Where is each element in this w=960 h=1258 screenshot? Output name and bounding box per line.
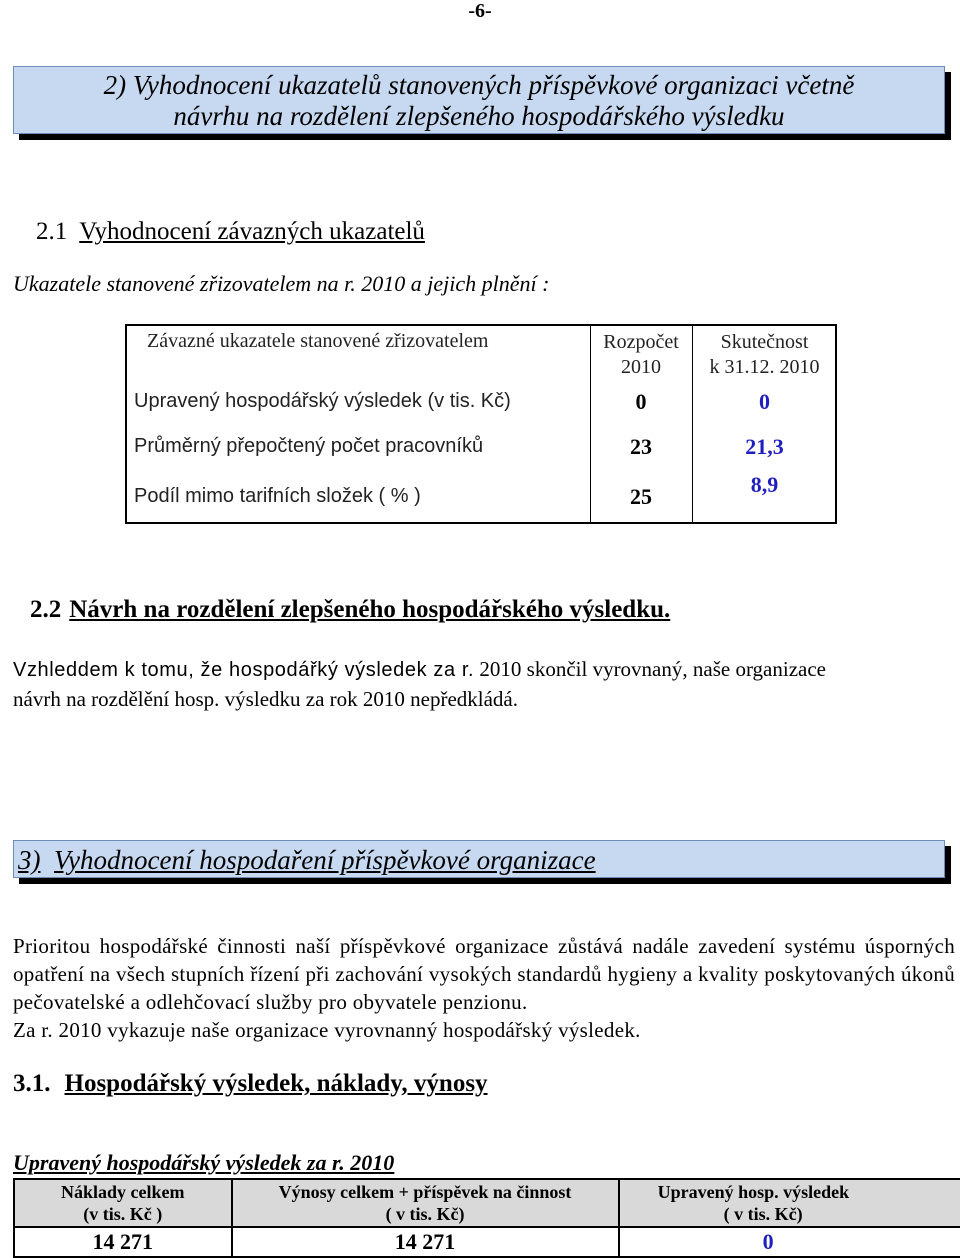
indicators-intro: Ukazatele stanovené zřizovatelem na r. 2010 a jejich plnění :	[13, 271, 550, 296]
indicators-row-budget: 0	[635, 389, 647, 414]
result-header-costs: Náklady celkem (v tis. Kč )	[14, 1179, 232, 1227]
section-2-2-heading	[30, 596, 670, 624]
indicators-row-label: Upravený hospodářský výsledek (v tis. Kč)	[134, 390, 511, 412]
indicators-row-actual: 21,3	[745, 434, 784, 459]
section-2-2-number: 2.2	[30, 596, 62, 623]
result-value-costs: 14 271	[14, 1227, 232, 1257]
section-2-2-line1b: 2010 skončil vyrovnaný, naše organizace	[479, 657, 826, 681]
indicators-row-label: Průměrný přepočtený počet pracovníků	[134, 435, 484, 457]
indicators-row-budget: 23	[630, 434, 652, 459]
section-2-2-line1a: Vzhleddem k tomu, že hospodářký výsledek za r.	[13, 659, 475, 681]
indicators-header-actual: Skutečnost k 31.12. 2010	[709, 331, 820, 378]
section-2-banner	[13, 66, 945, 134]
indicators-row-label: Podíl mimo tarifních složek ( % )	[134, 485, 421, 507]
section-2-2-text	[13, 655, 955, 714]
section-2-1-number: 2.1	[36, 218, 68, 245]
section-2-1-title: Vyhodnocení závazných ukazatelů	[79, 218, 425, 245]
section-3-title: Vyhodnocení hospodaření příspěvkové organizace	[54, 845, 596, 875]
indicators-header-label: Závazné ukazatele stanovené zřizovatelem	[147, 330, 489, 352]
result-value-result: 0	[619, 1227, 960, 1257]
section-3-text	[13, 932, 955, 1044]
result-table-caption: Upravený hospodářský výsledek za r. 2010	[13, 1150, 395, 1175]
section-2-1-heading	[36, 218, 425, 246]
section-3-1-number: 3.1.	[13, 1070, 51, 1097]
page-number: -6-	[468, 0, 492, 22]
section-3-banner	[13, 840, 945, 878]
section-3-1-title: Hospodářský výsledek, náklady, výnosy	[64, 1070, 488, 1097]
section-2-title-line2: návrhu na rozdělení zlepšeného hospodářského výsledku	[173, 101, 785, 131]
section-2-2-line2: návrh na rozdělění hosp. výsledku za rok 2010 nepředkládá.	[13, 687, 519, 711]
table-row	[14, 1227, 960, 1257]
indicators-row-budget: 25	[630, 484, 652, 509]
section-2-2-title: Návrh na rozdělení zlepšeného hospodářského výsledku.	[69, 596, 671, 623]
section-3-1-heading	[13, 1070, 488, 1098]
section-3-paragraph: Prioritou hospodářské činnosti naší příspěvkové organizace zůstává nadále zavedení systému úsporných opatření na všech stupních řízení při zachování vysokých standardů hygieny a kvality poskytovaných úkonů pečovatelské a odlehčovací služby pro obyvatele penzionu.	[13, 934, 955, 1014]
indicators-header-budget: Rozpočet 2010	[603, 331, 679, 378]
section-3-line2: Za r. 2010 vykazuje naše organizace vyrovnanný hospodářský výsledek.	[13, 1018, 641, 1042]
indicators-row-actual: 0	[759, 389, 770, 414]
section-3-number: 3)	[18, 845, 41, 875]
result-header-result: Upravený hosp. výsledek ( v tis. Kč)	[619, 1179, 960, 1227]
indicators-row-actual: 8,9	[750, 472, 779, 497]
section-2-title-line1: 2) Vyhodnocení ukazatelů stanovených příspěvkové organizaci včetně	[103, 70, 855, 100]
result-value-revenues: 14 271	[232, 1227, 619, 1257]
table-row	[14, 1179, 960, 1227]
result-table	[13, 1178, 960, 1258]
result-header-revenues: Výnosy celkem + příspěvek na činnost ( v tis. Kč)	[232, 1179, 619, 1227]
indicators-table	[125, 324, 837, 524]
